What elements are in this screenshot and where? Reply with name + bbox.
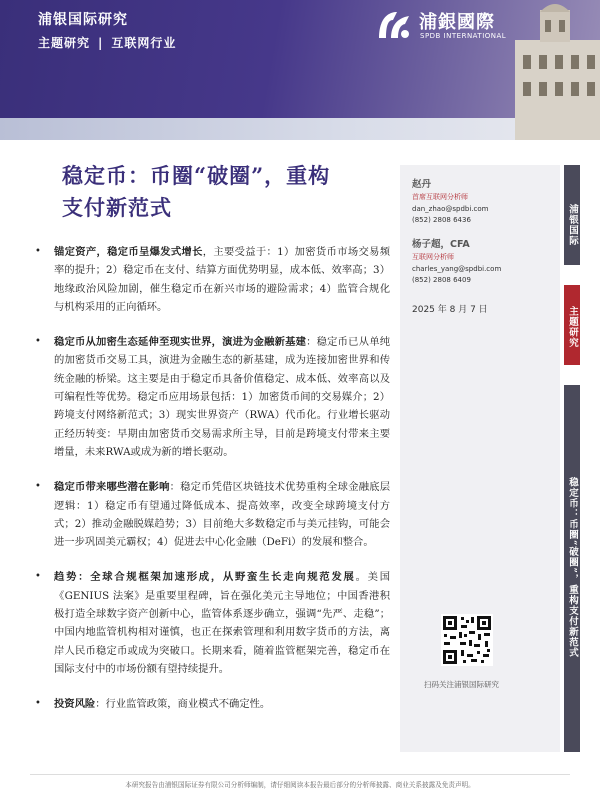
analyst-name: 杨子超，CFA <box>412 239 470 250</box>
bullet-item <box>35 568 391 678</box>
spdb-logo-icon <box>375 8 413 42</box>
title-line: 稳定币：币圈“破圈”，重构 <box>62 163 331 188</box>
bullet-item <box>35 243 390 316</box>
building-illustration-icon <box>505 0 600 140</box>
company-logo <box>375 8 515 44</box>
bullet-lead: 稳定币带来哪些潜在影响 <box>54 481 170 494</box>
logo-text-cn: 浦銀國際 <box>419 12 495 33</box>
bullet-text: ，主要受益于：1）加密货币市场交易频率的提升；2）稳定币在支付、结算方面优势明显，成本低、效率高；3）地缘政治风险加剧，催生稳定币在新兴市场的避险需求；4）监管合规化与机构采用的正向循环。 <box>54 246 390 313</box>
bullet-text: 。美国《GENIUS 法案》是重要里程碑，旨在强化美元主导地位；中国香港积极打造全球数字资产创新中心，监管体系逐步确立，强调“先严、走稳”；中国内地监管机构相对谨慎，也正在探索管理和利用数字货币的方法，离岸人民币稳定币或成为突破口。长期来看，随着监管框架完善，稳定币在国际支付中的市场份额有望持续提升。 <box>54 571 391 675</box>
bullet-text: ：行业监管政策，商业模式不确定性。 <box>95 698 271 711</box>
qr-caption: 扫码关注浦银国际研究 <box>424 680 499 689</box>
bullet-item <box>35 333 390 461</box>
logo-text-en: SPDB INTERNATIONAL <box>420 32 507 40</box>
report-date: 2025 年 8 月 7 日 <box>412 305 488 315</box>
analyst-card <box>412 178 488 227</box>
strip-label-section: 主题研究 <box>567 306 578 348</box>
brand-subtitle <box>38 34 176 51</box>
strip-gap <box>564 365 580 385</box>
report-sector: 互联网行业 <box>111 36 177 50</box>
bullet-dot-icon: • <box>35 481 41 493</box>
analyst-email[interactable]: charles_yang@spdbi.com <box>412 264 502 273</box>
analyst-name: 赵丹 <box>412 179 432 190</box>
qr-code-icon[interactable] <box>441 614 493 666</box>
analyst-phone: (852) 2808 6409 <box>412 276 471 284</box>
bullet-dot-icon: • <box>35 246 41 257</box>
bullet-dot-icon: • <box>35 336 41 348</box>
analyst-phone: (852) 2808 6436 <box>412 216 471 224</box>
title-line: 支付新范式 <box>62 195 172 220</box>
header-banner <box>0 0 600 140</box>
analyst-card <box>412 238 501 287</box>
analyst-email[interactable]: dan_zhao@spdbi.com <box>412 204 489 213</box>
footer-divider <box>30 774 570 775</box>
brand-title: 浦银国际研究 <box>38 12 128 28</box>
bullet-item <box>35 695 390 713</box>
vertical-label-strip <box>564 165 580 752</box>
analyst-role: 首席互联网分析师 <box>412 193 468 201</box>
strip-label-brand: 浦银国际 <box>567 204 578 246</box>
divider: | <box>98 36 104 50</box>
bullet-lead: 稳定币从加密生态延伸至现实世界，演进为金融新基建 <box>54 336 307 349</box>
summary-bullets <box>35 243 391 731</box>
report-section: 主题研究 <box>38 36 91 50</box>
strip-label-title: 稳定币：币圈“破圈”，重构支付新范式 <box>567 477 578 658</box>
bullet-lead: 投资风险 <box>54 698 96 711</box>
report-title <box>62 160 392 224</box>
bullet-text: ：稳定币已从单纯的加密货币交易工具，演进为金融生态的新基建，成为连接加密世界和传统金融的桥梁。这主要是由于稳定币具备价值稳定、成本低、效率高以及可编程性等优势。稳定币应用场景包括：1）加密货币间的交易媒介；2）跨境支付网络新范式；3）现实世界资产（RWA）代币化。行业增长驱动正经历转变：早期由加密货币交易需求所主导，目前是跨境支付带来主要增量，未来RWA或成为新的增长驱动。 <box>54 336 390 458</box>
bullet-dot-icon: • <box>35 571 41 583</box>
strip-gap <box>564 265 580 285</box>
bullet-dot-icon: • <box>35 698 41 710</box>
bullet-lead: 锚定资产，稳定币呈爆发式增长 <box>54 246 203 258</box>
bullet-text: ：稳定币凭借区块链技术优势重构全球金融底层逻辑：1）稳定币有望通过降低成本、提高效率，改变全球跨境支付方式；2）推动金融脱媒趋势；3）目前绝大多数稳定币与美元挂钩，可能会进一步巩固美元霸权；4）促进去中心化金融（DeFi）的发展和整合。 <box>54 481 391 549</box>
bullet-lead: 趋势：全球合规框架加速形成，从野蛮生长走向规范发展 <box>54 571 356 584</box>
analyst-role: 互联网分析师 <box>412 253 454 261</box>
bullet-item <box>35 478 391 551</box>
disclaimer-footer: 本研究报告由浦银国际证券有限公司分析师编制，请仔细阅读本报告最后部分的分析师披露、商业关系披露及免责声明。 <box>125 781 475 789</box>
